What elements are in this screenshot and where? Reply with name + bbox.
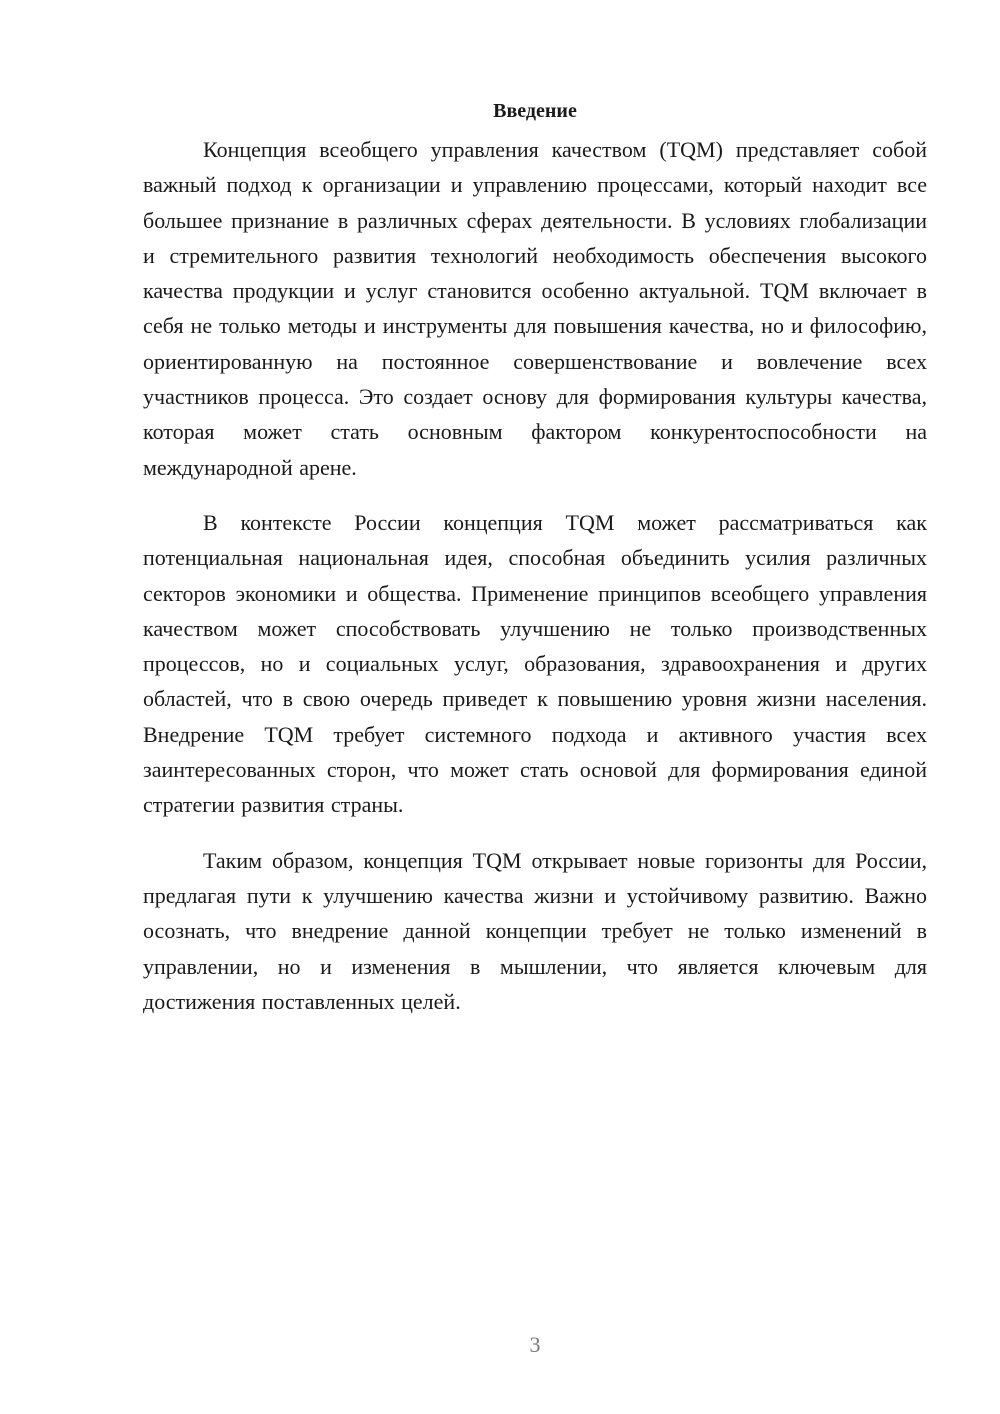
document-body [143,96,927,1019]
page-number: 3 [529,1332,541,1357]
paragraph-1: Концепция всеобщего управления качеством (TQM) представляет собой важный подход к организации и управлению процессами, который находит все большее признание в различных сферах деятельности. В условиях глобализации и стремительного развития технологий необходимость обеспечения высокого качества продукции и услуг становится особенно актуальной. TQM включает в себя не только методы и инструменты для повышения качества, но и философию, ориентированную на постоянное совершенствование и вовлечение всех участников процесса. Это создает основу для формирования культуры качества, которая может стать основным фактором конкурентоспособности на международной арене. [143,137,927,480]
paragraph-3: Таким образом, концепция TQM открывает новые горизонты для России, предлагая пути к улучшению качества жизни и устойчивому развитию. Важно осознать, что внедрение данной концепции требует не только изменений в управлении, но и изменения в мышлении, что является ключевым для достижения поставленных целей. [143,847,927,1014]
paragraph-2: В контексте России концепция TQM может рассматриваться как потенциальная национальная идея, способная объединить усилия различных секторов экономики и общества. Применение принципов всеобщего управления качеством может способствовать улучшению не только производственных процессов, но и социальных услуг, образования, здравоохранения и других областей, что в свою очередь приведет к повышению уровня жизни населения. Внедрение TQM требует системного подхода и активного участия всех заинтересованных сторон, что может стать основой для формирования единой стратегии развития страны. [143,509,927,818]
section-title: Введение [493,100,577,122]
